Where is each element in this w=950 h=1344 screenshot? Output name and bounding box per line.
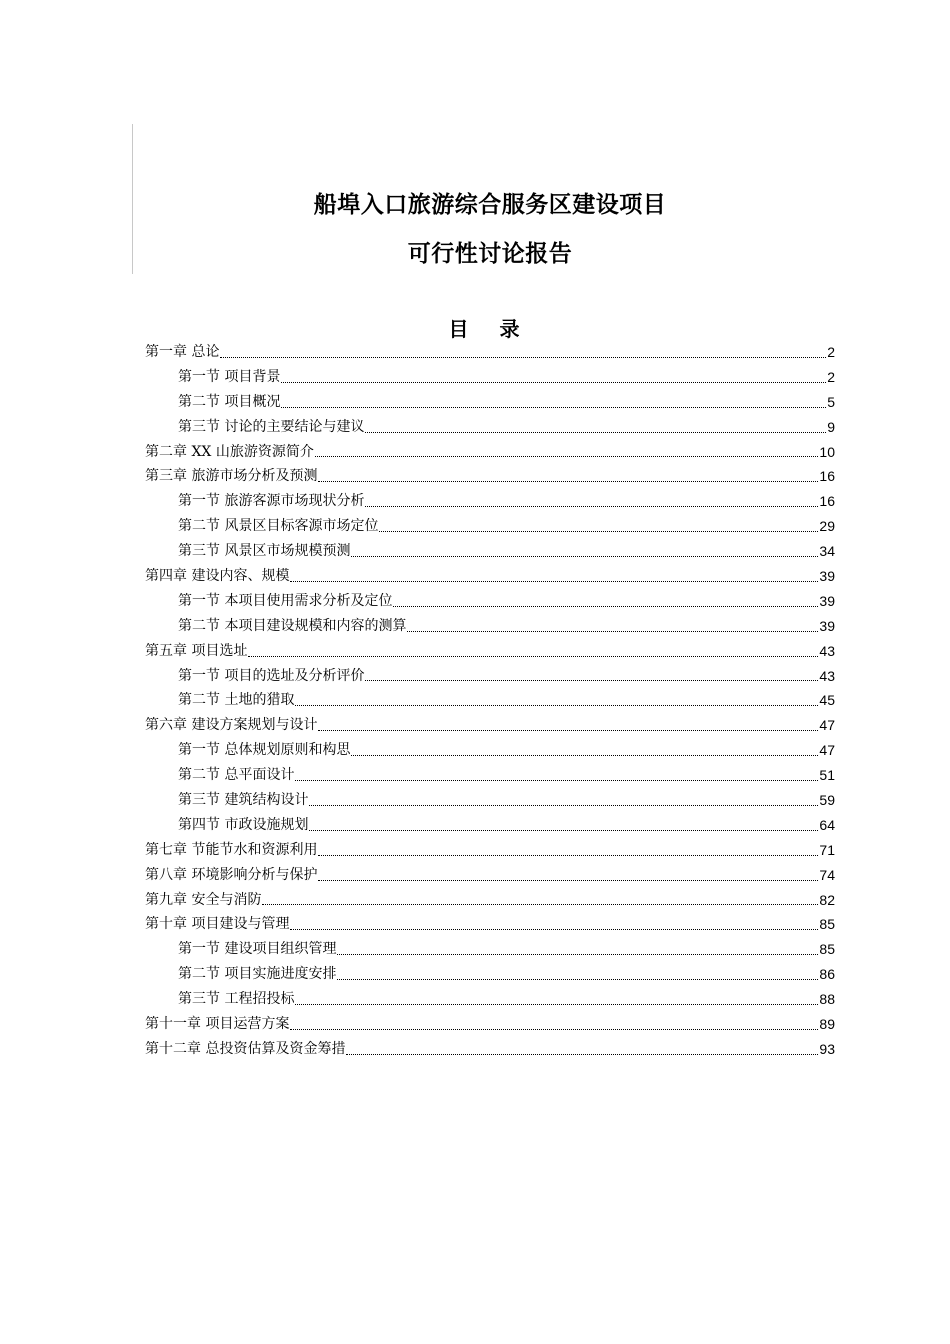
toc-entry-label: 第二节 项目概况 (178, 393, 281, 410)
toc-page-number: 2 (827, 343, 835, 360)
toc-section-entry[interactable] (145, 489, 835, 514)
toc-page-number: 5 (827, 393, 835, 410)
toc-chapter-entry[interactable] (145, 639, 835, 664)
toc-dot-leader (309, 805, 818, 806)
toc-entry-label: 第三节 工程招投标 (178, 991, 295, 1008)
toc-page-number: 47 (819, 717, 835, 734)
toc-section-entry[interactable] (145, 738, 835, 763)
toc-heading: 目 录 (448, 317, 532, 341)
toc-dot-leader (337, 979, 818, 980)
toc-section-entry[interactable] (145, 514, 835, 539)
toc-page-number: 88 (819, 991, 835, 1008)
toc-section-entry[interactable] (145, 390, 835, 415)
toc-page-number: 2 (827, 368, 835, 385)
toc-entry-label: 第十章 项目建设与管理 (145, 916, 290, 933)
toc-section-entry[interactable] (145, 987, 835, 1012)
toc-entry-label: 第一节 本项目使用需求分析及定位 (178, 592, 393, 609)
toc-dot-leader (295, 780, 818, 781)
toc-page-number: 51 (819, 767, 835, 784)
toc-section-entry[interactable] (145, 688, 835, 713)
toc-dot-leader (407, 631, 818, 632)
toc-dot-leader (365, 680, 818, 681)
toc-entry-label: 第二节 本项目建设规模和内容的测算 (178, 617, 407, 634)
toc-dot-leader (318, 481, 818, 482)
toc-entry-label: 第二章 XX 山旅游资源简介 (145, 443, 314, 460)
toc-section-entry[interactable] (145, 763, 835, 788)
toc-chapter-entry[interactable] (145, 340, 835, 365)
toc-page-number: 39 (819, 568, 835, 584)
toc-entry-label: 第五章 项目选址 (145, 642, 248, 659)
toc-section-entry[interactable] (145, 614, 835, 639)
toc-section-entry[interactable] (145, 937, 835, 962)
toc-chapter-entry[interactable] (145, 440, 835, 465)
toc-entry-label: 第八章 环境影响分析与保护 (145, 866, 318, 883)
toc-dot-leader (290, 581, 818, 582)
toc-chapter-entry[interactable] (145, 1012, 835, 1037)
toc-entry-label: 第二节 项目实施进度安排 (178, 966, 337, 983)
toc-dot-leader (318, 880, 818, 881)
toc-entry-label: 第三节 风景区市场规模预测 (178, 543, 351, 560)
toc-dot-leader (290, 929, 818, 930)
toc-section-entry[interactable] (145, 415, 835, 440)
toc-entry-label: 第一节 旅游客源市场现状分析 (178, 493, 365, 510)
toc-page-number: 10 (819, 443, 835, 460)
toc-chapter-entry[interactable] (145, 564, 835, 589)
toc-entry-label: 第四节 市政设施规划 (178, 816, 309, 833)
toc-page-number: 43 (819, 667, 835, 684)
toc-entry-label: 第七章 节能节水和资源利用 (145, 841, 318, 858)
toc-page-number: 9 (827, 418, 835, 435)
toc-entry-label: 第六章 建设方案规划与设计 (145, 717, 318, 734)
toc-page-number: 39 (819, 592, 835, 609)
toc-entry-label: 第一节 项目背景 (178, 368, 281, 385)
toc-page-number: 39 (819, 617, 835, 634)
toc-page-number: 16 (819, 468, 835, 485)
toc-entry-label: 第一节 项目的选址及分析评价 (178, 667, 365, 684)
toc-page-number: 34 (819, 543, 835, 560)
toc-chapter-entry[interactable] (145, 863, 835, 888)
toc-entry-label: 第三章 旅游市场分析及预测 (145, 468, 318, 485)
toc-page-number: 86 (819, 966, 835, 983)
toc-chapter-entry[interactable] (145, 713, 835, 738)
toc-page-number: 74 (819, 866, 835, 883)
toc-entry-label: 第三节 建筑结构设计 (178, 792, 309, 809)
toc-dot-leader (346, 1054, 818, 1055)
table-of-contents (145, 340, 835, 1062)
toc-page-number: 29 (819, 518, 835, 535)
toc-section-entry[interactable] (145, 962, 835, 987)
toc-dot-leader (281, 382, 826, 383)
toc-dot-leader (365, 506, 818, 507)
toc-page-number: 47 (819, 742, 835, 759)
toc-dot-leader (393, 606, 818, 607)
toc-chapter-entry[interactable] (145, 912, 835, 937)
toc-page-number: 85 (819, 916, 835, 933)
toc-chapter-entry[interactable] (145, 1037, 835, 1062)
toc-section-entry[interactable] (145, 788, 835, 813)
toc-section-entry[interactable] (145, 664, 835, 689)
toc-page-number: 71 (819, 841, 835, 858)
toc-entry-label: 第二节 总平面设计 (178, 767, 295, 784)
toc-page-number: 89 (819, 1016, 835, 1033)
toc-page-number: 85 (819, 941, 835, 958)
toc-entry-label: 第二节 风景区目标客源市场定位 (178, 518, 379, 535)
toc-page-number: 45 (819, 692, 835, 709)
toc-chapter-entry[interactable] (145, 838, 835, 863)
toc-page-number: 93 (819, 1040, 835, 1057)
toc-dot-leader (351, 556, 818, 557)
toc-page-number: 82 (819, 891, 835, 908)
toc-page-number: 16 (819, 493, 835, 510)
toc-dot-leader (281, 407, 826, 408)
toc-entry-label: 第一节 建设项目组织管理 (178, 941, 337, 958)
toc-entry-label: 第十二章 总投资估算及资金筹措 (145, 1040, 346, 1057)
toc-dot-leader (295, 1004, 818, 1005)
toc-dot-leader (315, 456, 819, 457)
toc-dot-leader (295, 705, 818, 706)
toc-dot-leader (262, 904, 818, 905)
toc-chapter-entry[interactable] (145, 888, 835, 913)
toc-dot-leader (337, 954, 818, 955)
toc-entry-label: 第十一章 项目运营方案 (145, 1016, 290, 1033)
toc-dot-leader (318, 855, 818, 856)
toc-dot-leader (290, 1029, 818, 1030)
toc-entry-label: 第四章 建设内容、规模 (145, 568, 290, 584)
toc-dot-leader (351, 755, 818, 756)
toc-page-number: 59 (819, 792, 835, 809)
document-title-line2: 可行性讨论报告 (407, 241, 573, 267)
document-title-line1: 船埠入口旅游综合服务区建设项目 (313, 192, 667, 218)
toc-entry-label: 第三节 讨论的主要结论与建议 (178, 418, 365, 435)
toc-entry-label: 第二节 土地的猎取 (178, 692, 295, 709)
toc-page-number: 43 (819, 642, 835, 659)
toc-dot-leader (318, 730, 818, 731)
toc-entry-label: 第一章 总论 (145, 343, 220, 360)
toc-dot-leader (365, 432, 826, 433)
toc-dot-leader (220, 357, 826, 358)
toc-section-entry[interactable] (145, 813, 835, 838)
toc-entry-label: 第九章 安全与消防 (145, 891, 262, 908)
toc-chapter-entry[interactable] (145, 464, 835, 489)
toc-entry-label: 第一节 总体规划原则和构思 (178, 742, 351, 759)
toc-section-entry[interactable] (145, 539, 835, 564)
toc-dot-leader (379, 531, 818, 532)
toc-page-number: 64 (819, 816, 835, 833)
toc-dot-leader (248, 656, 818, 657)
toc-section-entry[interactable] (145, 365, 835, 390)
toc-dot-leader (309, 830, 818, 831)
toc-section-entry[interactable] (145, 589, 835, 614)
